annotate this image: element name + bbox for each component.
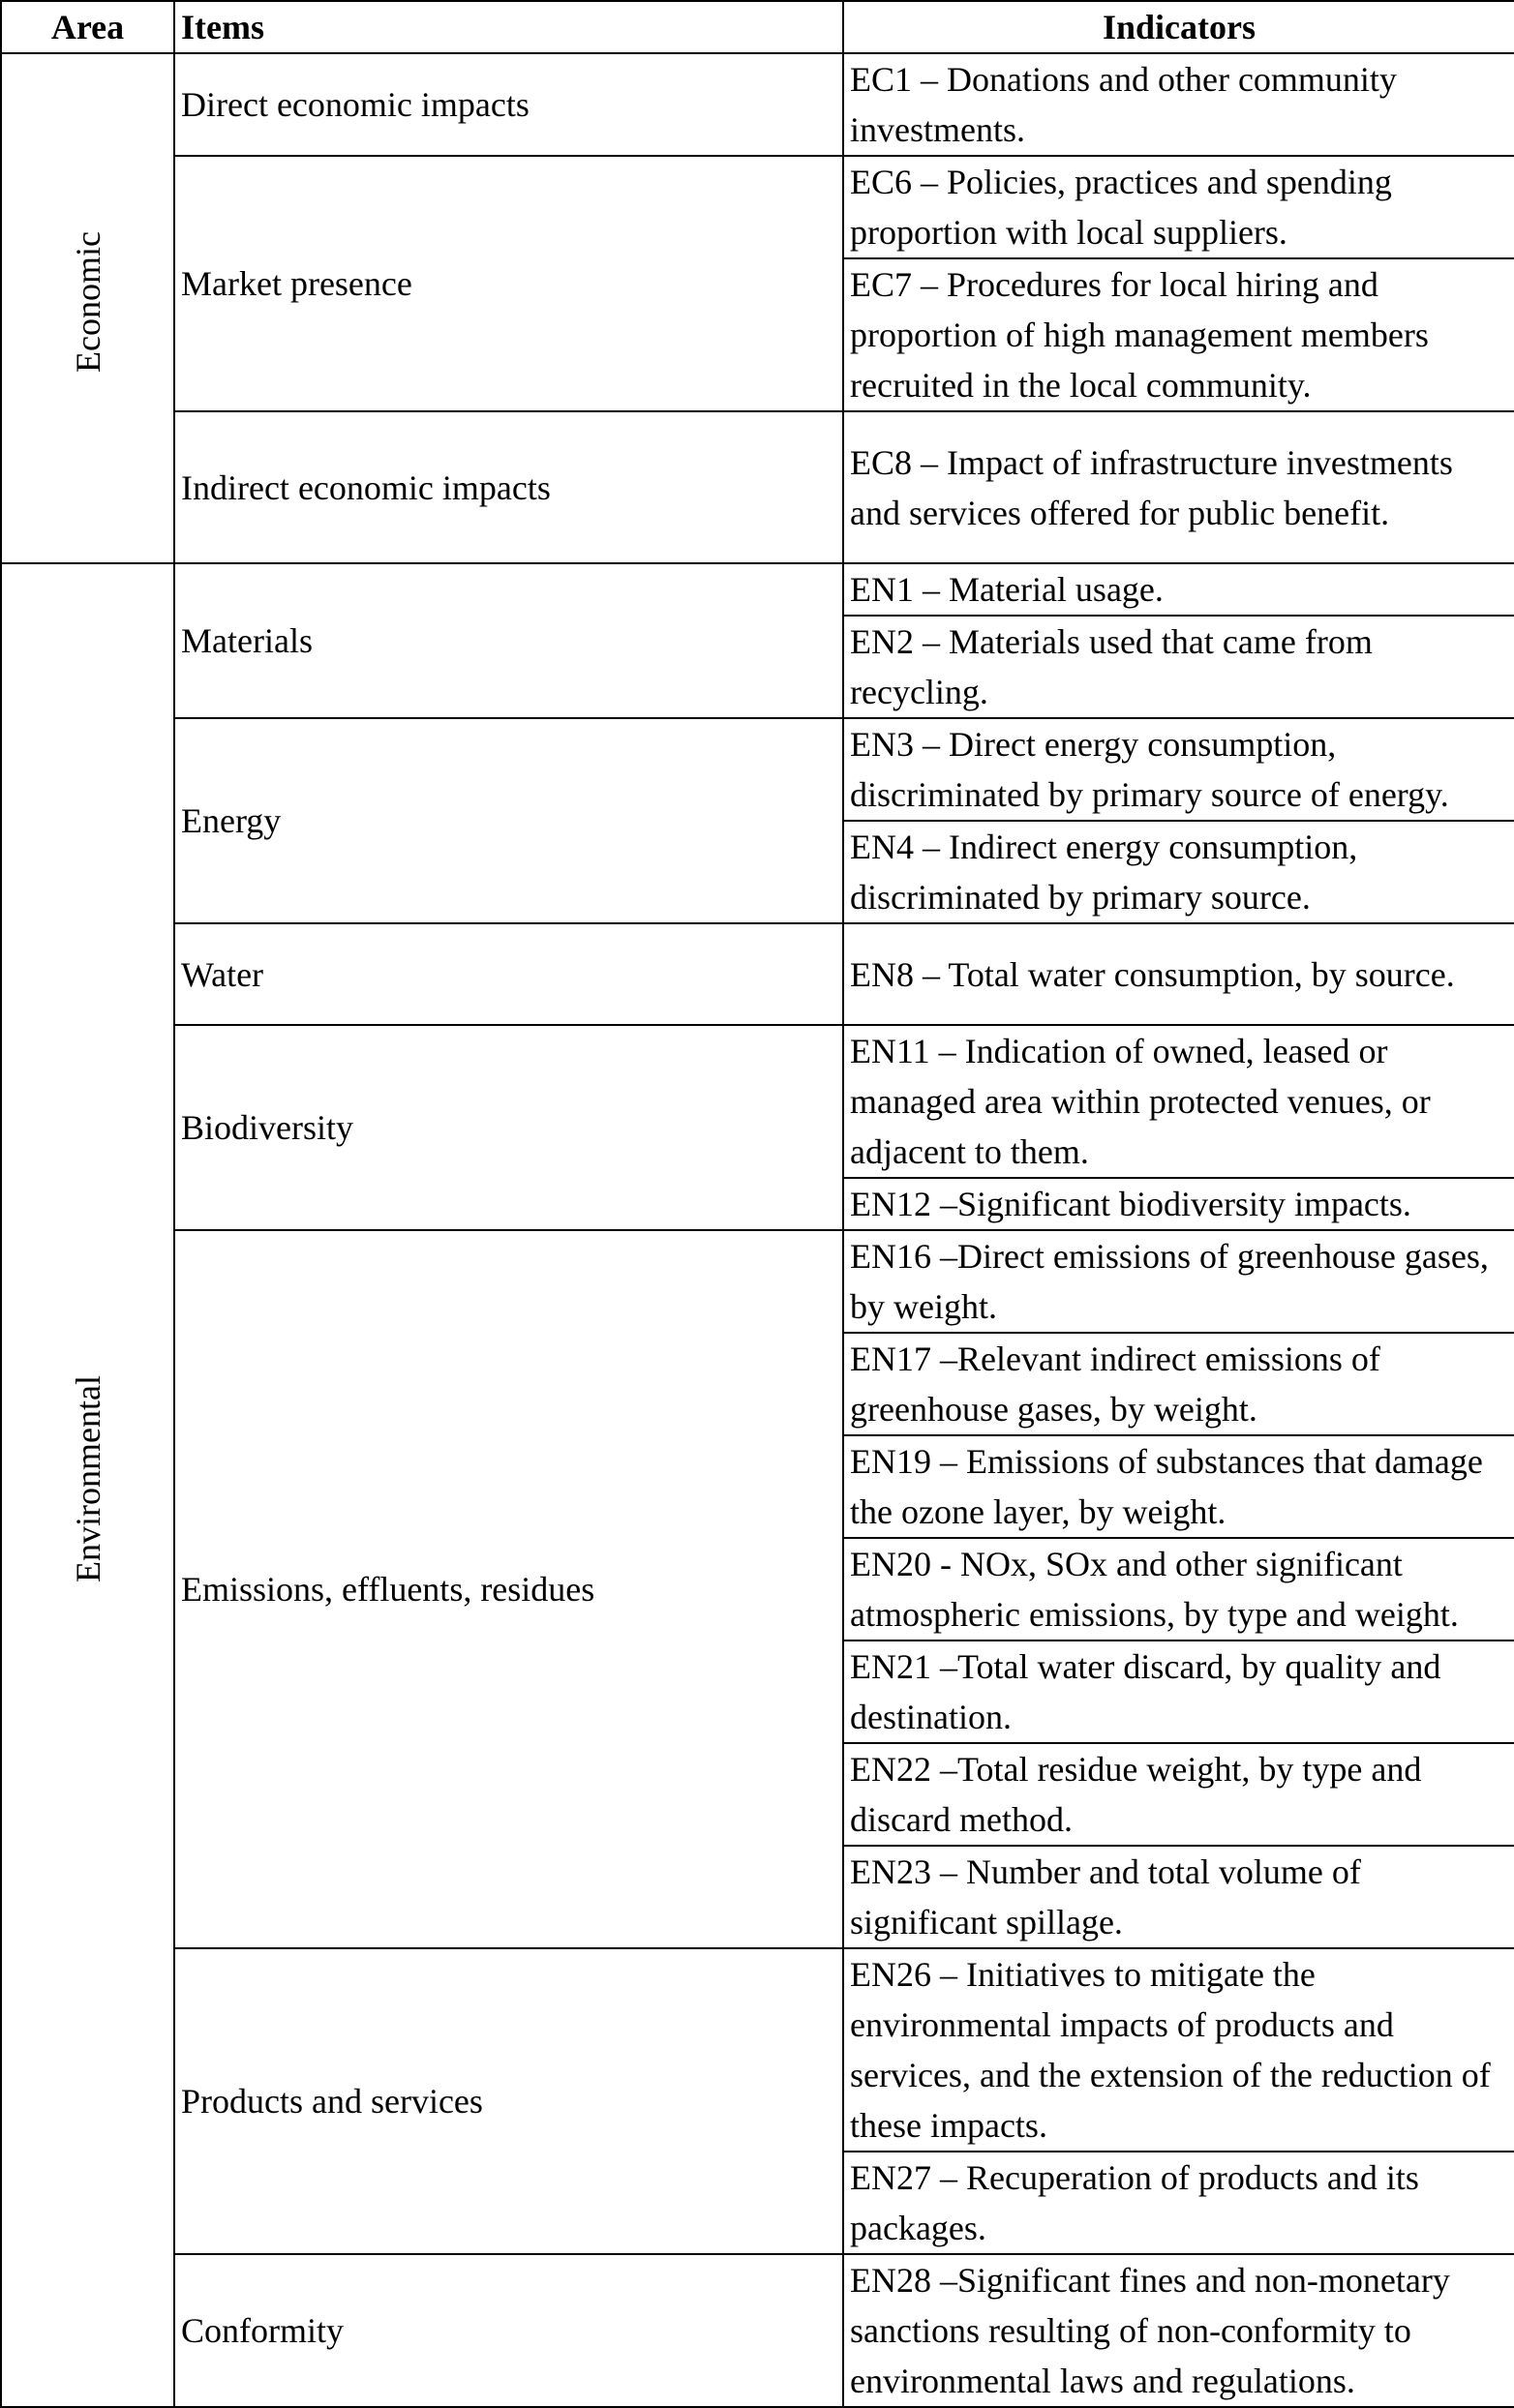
indicator-cell: EN8 – Total water consumption, by source.	[843, 923, 1514, 1025]
item-cell: Water	[174, 923, 843, 1025]
item-cell: Indirect economic impacts	[174, 411, 843, 563]
indicator-cell: EN28 –Significant fines and non-monetary sanctions resulting of non-conformity to environmental laws and regulations.	[843, 2254, 1514, 2407]
indicator-cell: EN12 –Significant biodiversity impacts.	[843, 1178, 1514, 1230]
indicator-cell: EN21 –Total water discard, by quality and destination.	[843, 1640, 1514, 1743]
table-row	[1, 1948, 1514, 2152]
table-row	[1, 923, 1514, 1025]
indicator-cell: EN26 – Initiatives to mitigate the environmental impacts of products and services, and the extension of the reduction of these impacts.	[843, 1948, 1514, 2152]
header-items: Items	[174, 1, 843, 53]
table-row	[1, 718, 1514, 821]
indicator-cell: EC7 – Procedures for local hiring and proportion of high management members recruited in the local community.	[843, 258, 1514, 411]
indicator-cell: EN1 – Material usage.	[843, 563, 1514, 616]
table-row	[1, 2254, 1514, 2407]
header-indicators: Indicators	[843, 1, 1514, 53]
indicator-cell: EN20 - NOx, SOx and other significant atmospheric emissions, by type and weight.	[843, 1538, 1514, 1640]
indicator-cell: EN4 – Indirect energy consumption, discriminated by primary source.	[843, 821, 1514, 923]
area-cell-environmental	[1, 563, 174, 2407]
indicator-cell: EN17 –Relevant indirect emissions of greenhouse gases, by weight.	[843, 1333, 1514, 1435]
item-cell: Biodiversity	[174, 1025, 843, 1230]
item-cell: Emissions, effluents, residues	[174, 1230, 843, 1948]
item-cell: Materials	[174, 563, 843, 718]
table-row	[1, 1025, 1514, 1178]
item-cell: Energy	[174, 718, 843, 923]
item-cell: Conformity	[174, 2254, 843, 2407]
indicator-cell: EN11 – Indication of owned, leased or managed area within protected venues, or adjacent to them.	[843, 1025, 1514, 1178]
indicator-cell: EC6 – Policies, practices and spending proportion with local suppliers.	[843, 156, 1514, 258]
item-cell: Products and services	[174, 1948, 843, 2254]
header-row	[1, 1, 1514, 53]
indicator-cell: EN2 – Materials used that came from recycling.	[843, 616, 1514, 718]
indicator-cell: EN27 – Recuperation of products and its packages.	[843, 2152, 1514, 2254]
indicator-cell: EN3 – Direct energy consumption, discriminated by primary source of energy.	[843, 718, 1514, 821]
indicator-cell: EC8 – Impact of infrastructure investments and services offered for public benefit.	[843, 411, 1514, 563]
indicator-cell: EN23 – Number and total volume of significant spillage.	[843, 1846, 1514, 1948]
indicator-cell: EN19 – Emissions of substances that damage the ozone layer, by weight.	[843, 1435, 1514, 1538]
indicator-cell: EN22 –Total residue weight, by type and discard method.	[843, 1743, 1514, 1846]
area-cell-economic	[1, 53, 174, 563]
table-row	[1, 563, 1514, 616]
table-row	[1, 411, 1514, 563]
item-cell: Market presence	[174, 156, 843, 411]
table-row	[1, 156, 1514, 258]
table-row	[1, 53, 1514, 156]
indicator-cell: EN16 –Direct emissions of greenhouse gases, by weight.	[843, 1230, 1514, 1333]
header-area: Area	[1, 1, 174, 53]
area-label: Economic	[68, 230, 107, 373]
item-cell: Direct economic impacts	[174, 53, 843, 156]
area-label: Environmental	[68, 1374, 107, 1582]
table-row	[1, 1230, 1514, 1333]
indicator-cell: EC1 – Donations and other community investments.	[843, 53, 1514, 156]
